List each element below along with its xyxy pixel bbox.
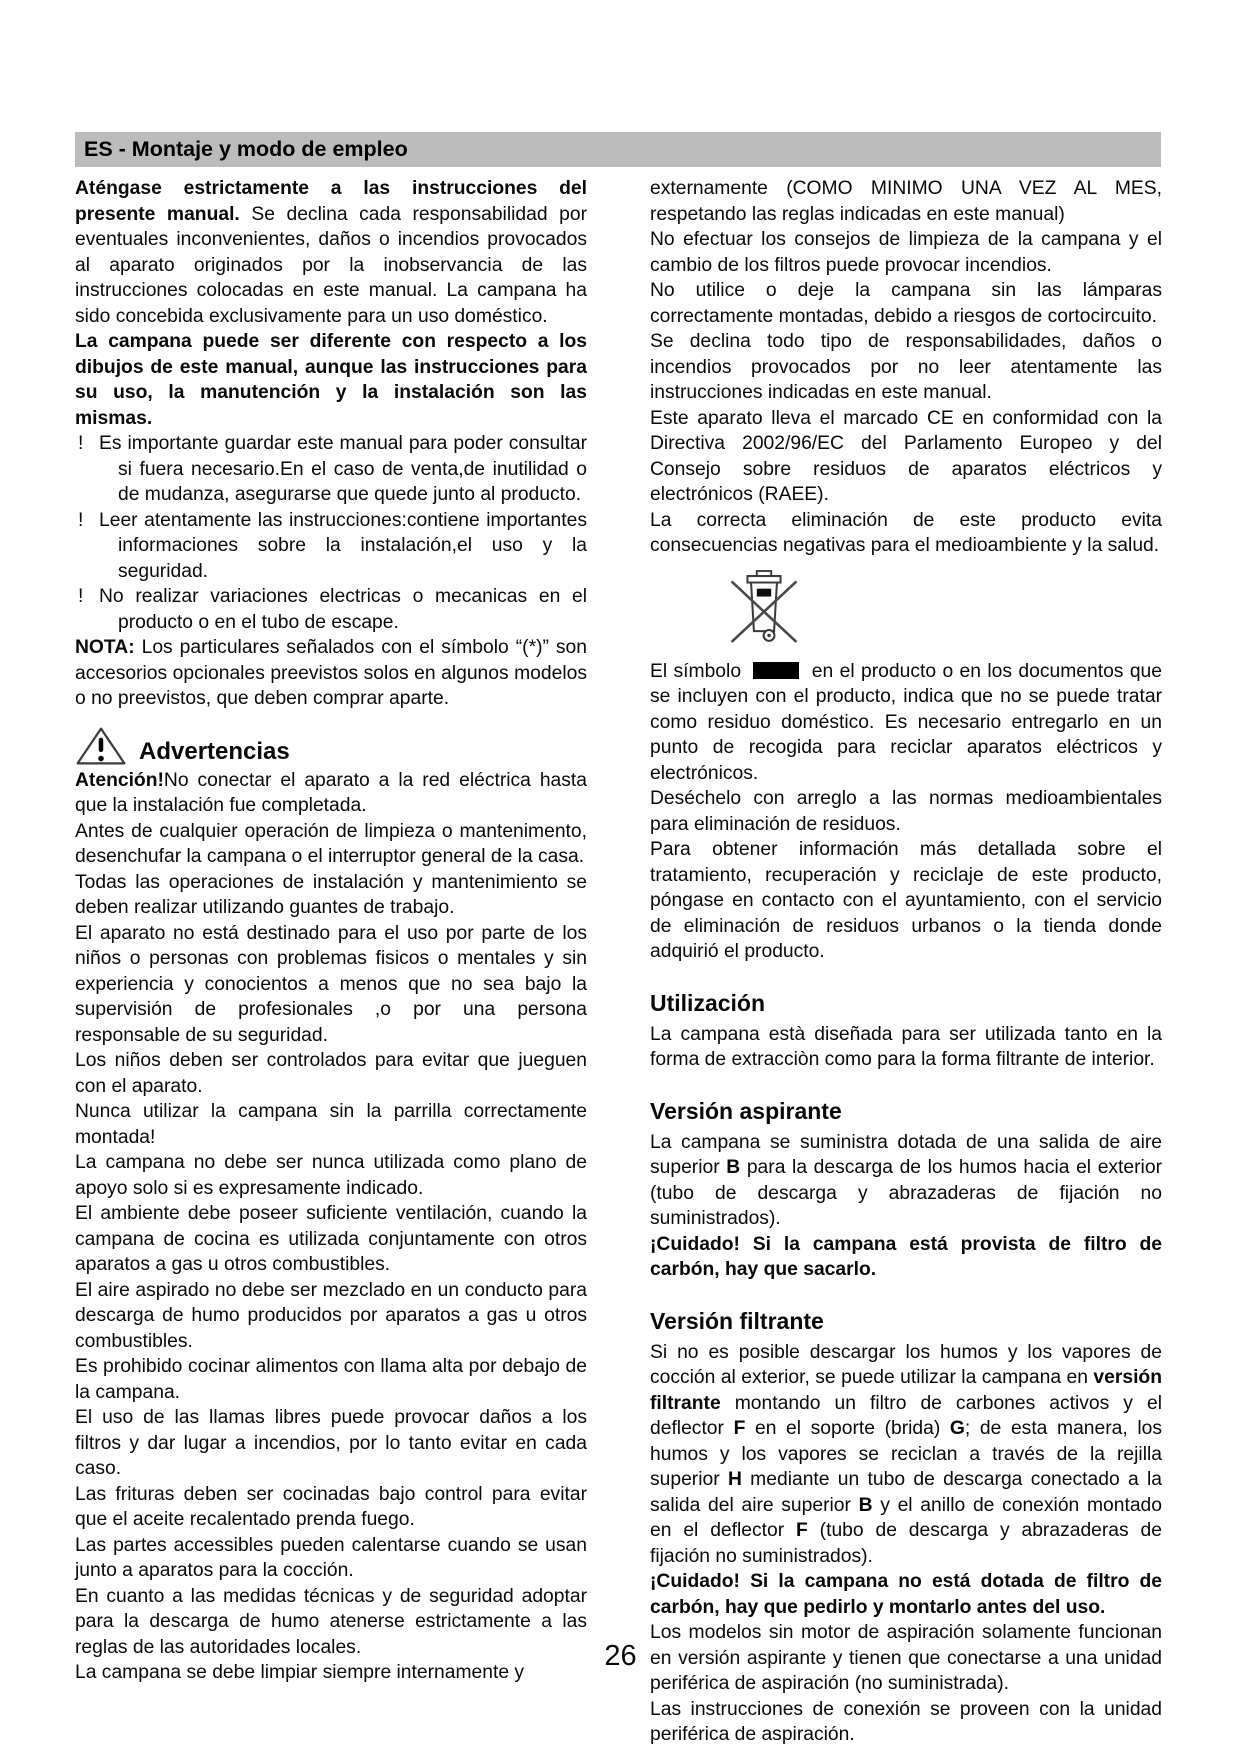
paragraph — [650, 1569, 1162, 1620]
text-run: No conectar el aparato a la red eléctrica hasta que la instalación fue completada. — [75, 769, 587, 816]
text-run: mediante un tubo de descarga conectado a la salida del aire superior — [650, 1469, 1162, 1516]
text-run: montando un filtro de carbones activos y el deflector — [650, 1392, 1162, 1439]
text-run: Deséchelo con arreglo a las normas medioambientales para eliminación de residuos. — [650, 788, 1162, 835]
paragraph — [650, 176, 1162, 227]
text-run: El aparato no está destinado para el uso por parte de los niños o personas con problemas fisicos o mentales y sin experiencia y conocientos a menos que no sea bajo la supervisión de profesionales ,o por una persona responsable de su seguridad. — [75, 922, 587, 1046]
paragraph — [75, 768, 587, 819]
paragraph — [75, 819, 587, 870]
left-column — [75, 176, 587, 1748]
page-number: 26 — [604, 1640, 637, 1672]
bold-text-run: Atención! — [75, 769, 164, 791]
text-run: La campana està diseñada para ser utilizada tanto en la forma de extracciòn como para la forma filtrante de interior. — [650, 1023, 1162, 1070]
paragraph — [650, 1130, 1162, 1232]
bold-text-run: Aténgase estrictamente a las instrucciones del presente manual. — [75, 178, 587, 225]
text-run: ; de esta manera, los humos y los vapores se reciclan a través de la rejilla superior — [650, 1418, 1163, 1490]
text-run: No efectuar los consejos de limpieza de la campana y el cambio de los filtros puede provocar incendios. — [650, 229, 1162, 276]
text-run: La campana se debe limpiar siempre internamente y — [75, 1662, 525, 1683]
text-run: Es importante guardar este manual para poder consultar si fuera necesario.En el caso de venta,de inutilidad o de mudanza, asegurarse que quede junto al producto. — [99, 433, 587, 505]
paragraph — [650, 329, 1162, 406]
paragraph — [75, 1201, 587, 1278]
text-run: En cuanto a las medidas técnicas y de seguridad adoptar para la descarga de humo atenerse estrictamente a las reglas de las autoridades locales. — [75, 1585, 587, 1658]
bold-text-run: F — [733, 1418, 746, 1439]
bold-text-run: ¡Cuidado! Si la campana no está dotada de filtro de carbón, hay que pedirlo y montarlo antes del uso. — [650, 1571, 1162, 1618]
section-heading: Versión aspirante — [650, 1097, 842, 1124]
paragraph — [75, 1354, 587, 1405]
paragraph — [75, 1099, 587, 1150]
warning-triangle-icon — [75, 726, 127, 766]
text-run: La correcta eliminación de este producto evita consecuencias negativas para el medioambiente y la salud. — [650, 509, 1162, 556]
paragraph — [75, 1150, 587, 1201]
text-run: Leer atentamente las instrucciones:contiene importantes informaciones sobre la instalación,el uso y la seguridad. — [99, 509, 587, 582]
text-run: Las frituras deben ser cocinadas bajo control para evitar que el aceite recalentado prenda fuego. — [75, 1483, 587, 1530]
text-run: Se declina cada responsabilidad por eventuales inconvenientes, daños o incendios provocados al aparato originados por la inobservancia de las instrucciones colocadas en este manual. La campana ha sido concebida exclusivamente para un uso doméstico. — [75, 203, 587, 327]
warnings-heading — [75, 726, 587, 766]
paragraph — [75, 635, 587, 712]
paragraph — [75, 176, 587, 329]
note-list-item — [75, 431, 587, 508]
note-list-item — [75, 584, 587, 635]
exclamation-marker: ! — [78, 509, 84, 531]
section-header-bar — [75, 132, 1161, 167]
text-run: Este aparato lleva el marcado CE en conformidad con la Directiva 2002/96/EC del Parlamento Europeo y del Consejo sobre residuos de aparatos eléctricos y electrónicos (RAEE). — [650, 407, 1162, 505]
paragraph — [650, 227, 1162, 278]
paragraph — [650, 837, 1162, 965]
paragraph — [650, 1340, 1162, 1570]
text-run: Todas las operaciones de instalación y mantenimiento se deben realizar utilizando guantes de trabajo. — [75, 871, 587, 918]
text-run: para la descarga de los humos hacia el exterior (tubo de descarga y abrazaderas de fijación no suministrados). — [650, 1157, 1162, 1229]
paragraph — [650, 508, 1162, 559]
paragraph — [650, 406, 1162, 508]
bold-text-run: B — [726, 1157, 741, 1178]
paragraph — [650, 1022, 1162, 1073]
right-column — [650, 176, 1162, 1748]
product-symbol-bar — [753, 662, 799, 679]
text-run: en el soporte (brida) — [745, 1418, 950, 1439]
bold-text-run: NOTA: — [75, 637, 135, 658]
text-run: en el producto o en los documentos que se incluyen con el producto, indica que no se puede tratar como residuo doméstico. Es necesario entregarlo en un punto de recogida para reciclar aparatos eléctricos y electrónicos. — [650, 660, 1162, 784]
text-run: Para obtener información más detallada sobre el tratamiento, recuperación y reciclaje de este producto, póngase en contacto con el ayuntamiento, con el servicio de eliminación de residuos urbanos o la tienda donde adquirió el producto. — [650, 839, 1162, 962]
text-run: El aire aspirado no debe ser mezclado en un conducto para descarga de humo producidos por aparatos a gas u otros combustibles. — [75, 1279, 587, 1352]
exclamation-marker: ! — [78, 586, 84, 607]
text-run: Los particulares señalados con el símbolo “(*)” son accesorios opcionales preevistos solos en algunos modelos o no preevistos, que deben comprar aparte. — [75, 637, 587, 709]
paragraph — [650, 1232, 1162, 1283]
text-run: (tubo de descarga y abrazaderas de fijación no suministrados). — [650, 1520, 1162, 1567]
bold-text-run: H — [727, 1469, 742, 1490]
paragraph — [75, 921, 587, 1049]
text-run: El símbolo — [650, 660, 748, 682]
paragraph — [650, 278, 1162, 329]
bold-text-run: La campana puede ser diferente con respecto a los dibujos de este manual, aunque las instrucciones para su uso, la manutención y la instalación son las mismas. — [75, 331, 587, 429]
paragraph — [75, 1048, 587, 1099]
paragraph — [650, 659, 1162, 787]
text-run: La campana no debe ser nunca utilizada como plano de apoyo solo si es expresamente indicado. — [75, 1152, 587, 1199]
paragraph — [75, 870, 587, 921]
section-heading: Utilización — [650, 989, 766, 1016]
note-list-item — [75, 508, 587, 585]
page-title: ES - Montaje y modo de empleo — [84, 137, 408, 161]
paragraph — [650, 1697, 1162, 1748]
text-run: externamente (COMO MINIMO UNA VEZ AL MES, respetando las reglas indicadas en este manual) — [650, 178, 1162, 225]
bold-text-run: F — [796, 1520, 808, 1541]
two-column-text — [75, 176, 1162, 1748]
bold-text-run: versión filtrante — [650, 1367, 1162, 1414]
paragraph — [75, 1482, 587, 1533]
paragraph — [75, 1405, 587, 1482]
text-run: Es prohibido cocinar alimentos con llama alta por debajo de la campana. — [75, 1356, 587, 1403]
section-heading: Versión filtrante — [650, 1307, 824, 1334]
paragraph — [75, 1533, 587, 1584]
text-run: Antes de cualquier operación de limpieza o mantenimento, desenchufar la campana o el interruptor general de la casa. — [75, 820, 587, 867]
bold-text-run: B — [858, 1494, 873, 1516]
text-run: No realizar variaciones electricas o mecanicas en el producto o en el tubo de escape. — [99, 586, 587, 633]
bold-text-run: G — [949, 1418, 965, 1439]
text-run: Los niños deben ser controlados para evitar que jueguen con el aparato. — [75, 1050, 587, 1097]
text-run: Los modelos sin motor de aspiración solamente funcionan en versión aspirante y tienen que conectarse a una unidad periférica de aspiración (no suministrada). — [650, 1622, 1162, 1694]
paragraph — [75, 1278, 587, 1355]
text-run: La campana se suministra dotada de una salida de aire superior — [650, 1131, 1162, 1178]
text-run: y el anillo de conexión montado en el deflector — [650, 1494, 1162, 1541]
paragraph — [650, 786, 1162, 837]
text-run: Las instrucciones de conexión se proveen con la unidad periférica de aspiración. — [650, 1698, 1162, 1745]
text-run: Si no es posible descargar los humos y los vapores de cocción al exterior, se puede utilizar la campana en — [650, 1341, 1162, 1388]
paragraph — [75, 329, 587, 431]
exclamation-marker: ! — [78, 433, 84, 454]
bold-text-run: ¡Cuidado! Si la campana está provista de filtro de carbón, hay que sacarlo. — [650, 1233, 1162, 1280]
text-run: El ambiente debe poseer suficiente ventilación, cuando la campana de cocina es utilizada conjuntamente con otros aparatos a gas u otros combustibles. — [75, 1203, 587, 1275]
text-run: Nunca utilizar la campana sin la parrilla correctamente montada! — [75, 1101, 587, 1148]
text-run: Las partes accessibles pueden calentarse cuando se usan junto a aparatos para la cocción. — [75, 1534, 587, 1581]
text-run: Se declina todo tipo de responsabilidades, daños o incendios provocados por no leer atentamente las instrucciones indicadas en este manual. — [650, 331, 1162, 403]
text-run: No utilice o deje la campana sin las lámparas correctamente montadas, debido a riesgos de cortocircuito. — [650, 280, 1162, 327]
warnings-heading-label: Advertencias — [139, 738, 290, 766]
weee-crossed-bin-icon — [728, 569, 1162, 645]
text-run: El uso de las llamas libres puede provocar daños a los filtros y dar lugar a incendios, por lo tanto evitar en cada caso. — [75, 1407, 587, 1479]
